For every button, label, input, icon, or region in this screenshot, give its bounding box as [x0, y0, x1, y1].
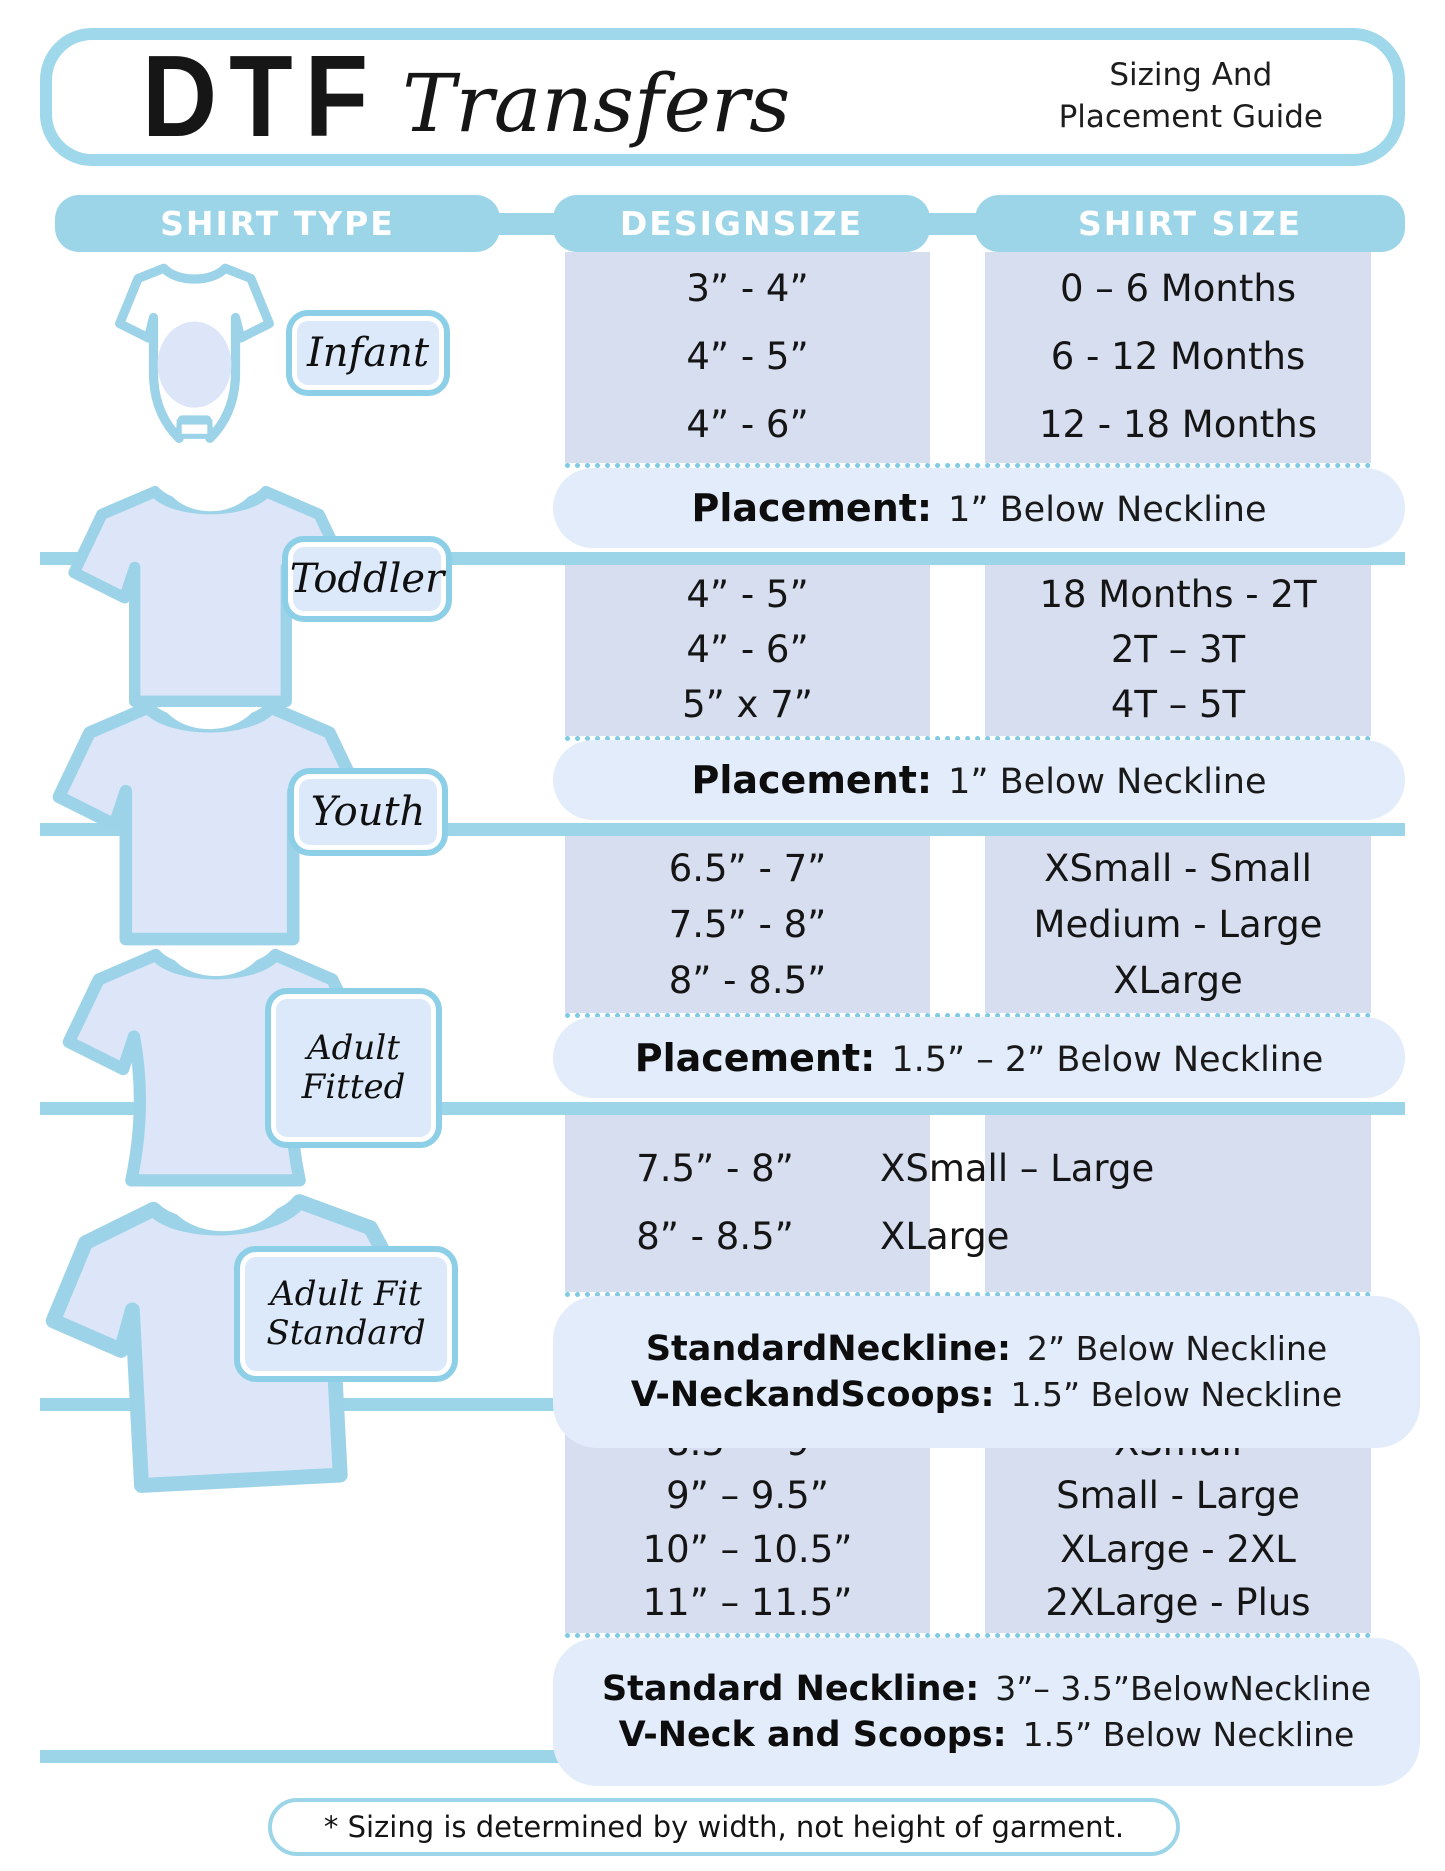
pill-connector [498, 213, 555, 235]
header [40, 28, 1405, 166]
subtitle-line-1: Sizing And [1109, 57, 1273, 94]
row-label-toddler [282, 536, 452, 622]
placement-label: Placement: [691, 486, 933, 530]
placement-value: 1.5” Below Neckline [1010, 1375, 1343, 1414]
brand-wordmark: DTF [142, 32, 381, 162]
placement-line [553, 1036, 1405, 1080]
placement-label: V-Neck and Scoops: [618, 1715, 1007, 1755]
header-subtitle [1059, 55, 1323, 139]
column-header-design-size: DESIGNSIZE [553, 195, 930, 252]
row-label-adult-fitted [265, 988, 442, 1148]
shirt-size-cell: 12 - 18 Months [1038, 403, 1318, 447]
placement-value: 1.5” – 2” Below Neckline [891, 1039, 1324, 1080]
placement-line [553, 1715, 1420, 1755]
row-label-text: Infant [306, 330, 430, 376]
shirt-size-cell: 2T – 3T [1110, 628, 1246, 671]
placement-line [553, 1329, 1420, 1369]
row-label-text: Adult [307, 1027, 400, 1068]
placement-value: 1” Below Neckline [948, 762, 1267, 802]
placement-value: 1” Below Neckline [948, 490, 1267, 530]
design-size-cell: 3” - 4” [686, 266, 809, 310]
placement-value: 3”– 3.5”BelowNeckline [995, 1669, 1372, 1708]
shirt-size-list [985, 254, 1371, 459]
design-size-cell: 7.5” - 8” [636, 1147, 794, 1191]
placement-value: 2” Below Neckline [1027, 1329, 1328, 1368]
placement-label: Placement: [634, 1035, 876, 1080]
design-size-cell: 5” x 7” [682, 683, 813, 726]
design-size-cell: 6.5” - 7” [668, 846, 827, 890]
placement-bar [553, 1017, 1405, 1098]
design-size-list [565, 567, 930, 732]
shirt-size-cell: 6 - 12 Months [1050, 334, 1306, 378]
placement-line [553, 1669, 1420, 1709]
placement-label: StandardNeckline: [645, 1329, 1011, 1369]
design-size-cell: 4” - 6” [686, 403, 809, 447]
shirt-size-cell: Medium - Large [1033, 902, 1323, 946]
design-size-cell: 10” – 10.5” [642, 1527, 853, 1571]
subtitle-line-2: Placement Guide [1058, 99, 1323, 135]
column-header-shirt-size: SHIRT SIZE [975, 195, 1405, 252]
shirt-size-list [985, 840, 1371, 1008]
shirt-size-cell: 0 – 6 Months [1059, 266, 1297, 310]
row-label-text: Standard [266, 1313, 426, 1353]
footer-note-text: * Sizing is determined by width, not height of garment. [323, 1810, 1125, 1844]
row-label-youth [288, 768, 448, 856]
placement-bar [553, 468, 1405, 548]
design-size-cell: 8” - 8.5” [668, 958, 827, 1002]
design-size-cell: 4” - 6” [686, 628, 809, 671]
shirt-size-cell: XSmall – Large [880, 1147, 1155, 1191]
shirt-size-cell: 18 Months - 2T [1039, 573, 1317, 616]
row-label-infant [286, 310, 450, 396]
design-size-cell: 4” - 5” [686, 573, 809, 616]
shirt-size-list [880, 1135, 1310, 1270]
placement-bar [553, 1296, 1420, 1448]
placement-bar [553, 1638, 1420, 1786]
shirt-size-cell: 4T – 5T [1110, 683, 1246, 726]
placement-label: Standard Neckline: [601, 1669, 980, 1709]
shirt-size-cell: 2XLarge - Plus [1045, 1580, 1311, 1624]
design-size-cell: 11” – 11.5” [642, 1580, 853, 1624]
placement-bar [553, 740, 1405, 820]
footer-note [268, 1798, 1180, 1856]
infant-onesie-icon [92, 258, 297, 463]
row-label-text: Youth [310, 789, 426, 835]
shirt-size-cell: XLarge - 2XL [1060, 1527, 1296, 1571]
placement-line [553, 1375, 1420, 1415]
column-header-shirt-type: SHIRT TYPE [55, 195, 500, 252]
placement-line [553, 758, 1405, 802]
shirt-size-cell: XLarge [1113, 958, 1243, 1002]
design-size-cell: 8” - 8.5” [636, 1214, 794, 1258]
design-size-list [565, 254, 930, 459]
placement-label: V-NeckandScoops: [630, 1375, 995, 1415]
design-size-cell: 4” - 5” [686, 334, 809, 378]
row-label-text: Toddler [289, 556, 445, 602]
design-size-cell: 7.5” - 8” [668, 902, 827, 946]
brand-script-wordmark: Transfers [402, 57, 791, 150]
design-size-cell: 9” – 9.5” [666, 1474, 829, 1518]
pill-connector [928, 213, 977, 235]
shirt-size-cell: XLarge [880, 1214, 1010, 1258]
row-label-text: Adult Fit [270, 1273, 422, 1314]
design-size-list [565, 840, 930, 1008]
shirt-size-list [985, 567, 1371, 732]
shirt-size-cell: Small - Large [1056, 1474, 1300, 1518]
placement-line [553, 486, 1405, 530]
row-label-text: Fitted [301, 1067, 406, 1107]
design-size-list [590, 1135, 840, 1270]
row-label-adult-fit-standard [234, 1246, 458, 1382]
shirt-size-cell: XSmall - Small [1044, 846, 1312, 890]
placement-value: 1.5” Below Neckline [1022, 1715, 1355, 1754]
placement-label: Placement: [691, 758, 933, 802]
